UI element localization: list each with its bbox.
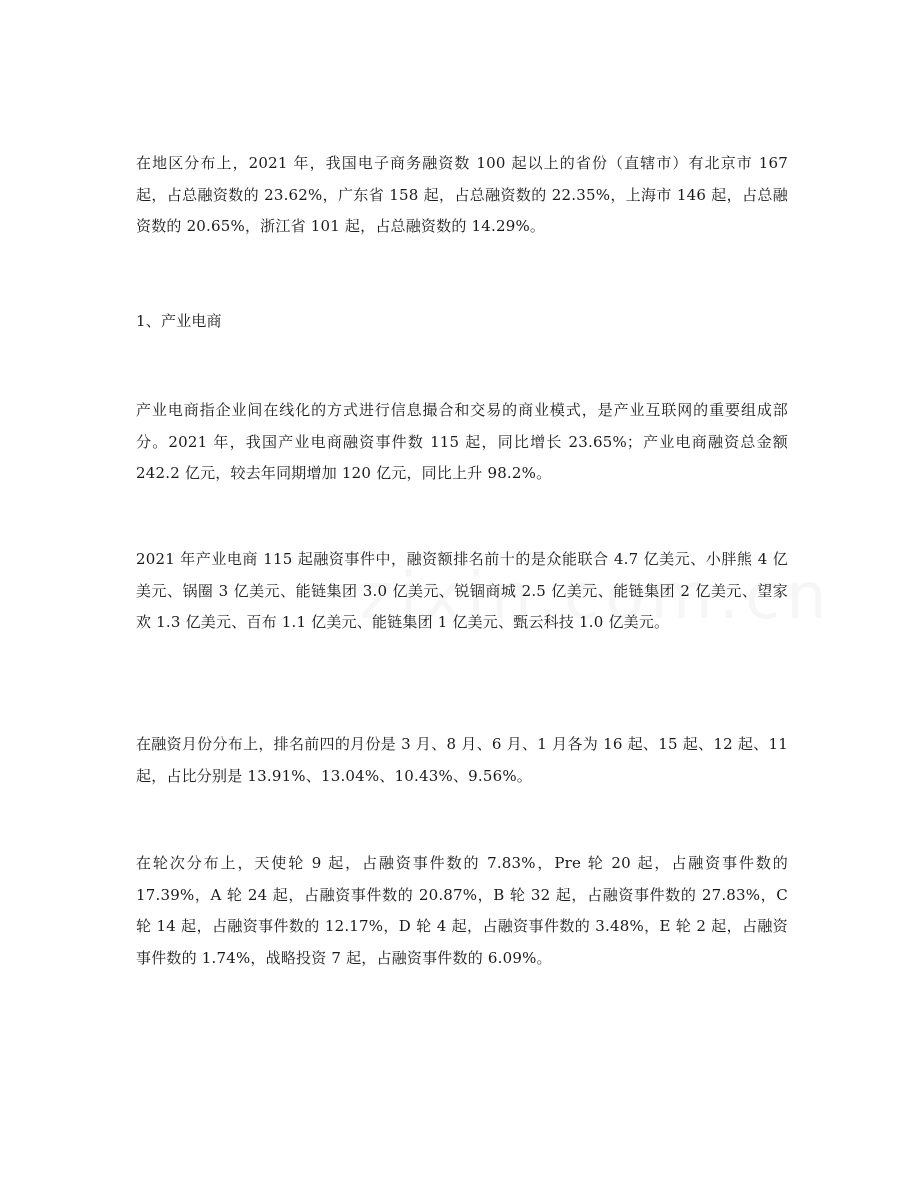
paragraph-top-ten-financing: 2021 年产业电商 115 起融资事件中，融资额排名前十的是众能联合 4.7 亿美元、小胖熊 4 亿美元、锅圈 3 亿美元、能链集团 3.0 亿美元、锐锢商城 2.5 亿美元、能链集团 2 亿美元、望家欢 1.3 亿美元、百布 1.1 亿美元、能链集团 1 亿美元、甄云科技 1.0 亿美元。 bbox=[136, 550, 788, 631]
paragraph-monthly-distribution: 在融资月份分布上，排名前四的月份是 3 月、8 月、6 月、1 月各为 16 起、15 起、12 起、11 起，占比分别是 13.91%、13.04%、10.43%、9.56%。 bbox=[136, 735, 788, 785]
paragraph-industrial-ecommerce-definition: 产业电商指企业间在线化的方式进行信息撮合和交易的商业模式，是产业互联网的重要组成部分。2021 年，我国产业电商融资事件数 115 起，同比增长 23.65%；产业电商融资总金额 242.2 亿元，较去年同期增加 120 亿元，同比上升 98.2%。 bbox=[136, 401, 788, 482]
section-heading-industrial-ecommerce: 1、产业电商 bbox=[136, 312, 222, 330]
paragraph-round-distribution: 在轮次分布上，天使轮 9 起，占融资事件数的 7.83%，Pre 轮 20 起，占融资事件数的 17.39%，A 轮 24 起，占融资事件数的 20.87%，B 轮 32 起，占融资事件数的 27.83%，C 轮 14 起，占融资事件数的 12.17%，D 轮 4 起，占融资事件数的 3.48%，E 轮 2 起，占融资事件数的 1.74%，战略投资 7 起，占融资事件数的 6.09%。 bbox=[136, 854, 788, 967]
paragraph-regional-distribution: 在地区分布上，2021 年，我国电子商务融资数 100 起以上的省份（直辖市）有北京市 167 起，占总融资数的 23.62%，广东省 158 起，占总融资数的 22.35%，上海市 146 起，占总融资数的 20.65%，浙江省 101 起，占总融资数的 14.29%。 bbox=[136, 154, 788, 235]
